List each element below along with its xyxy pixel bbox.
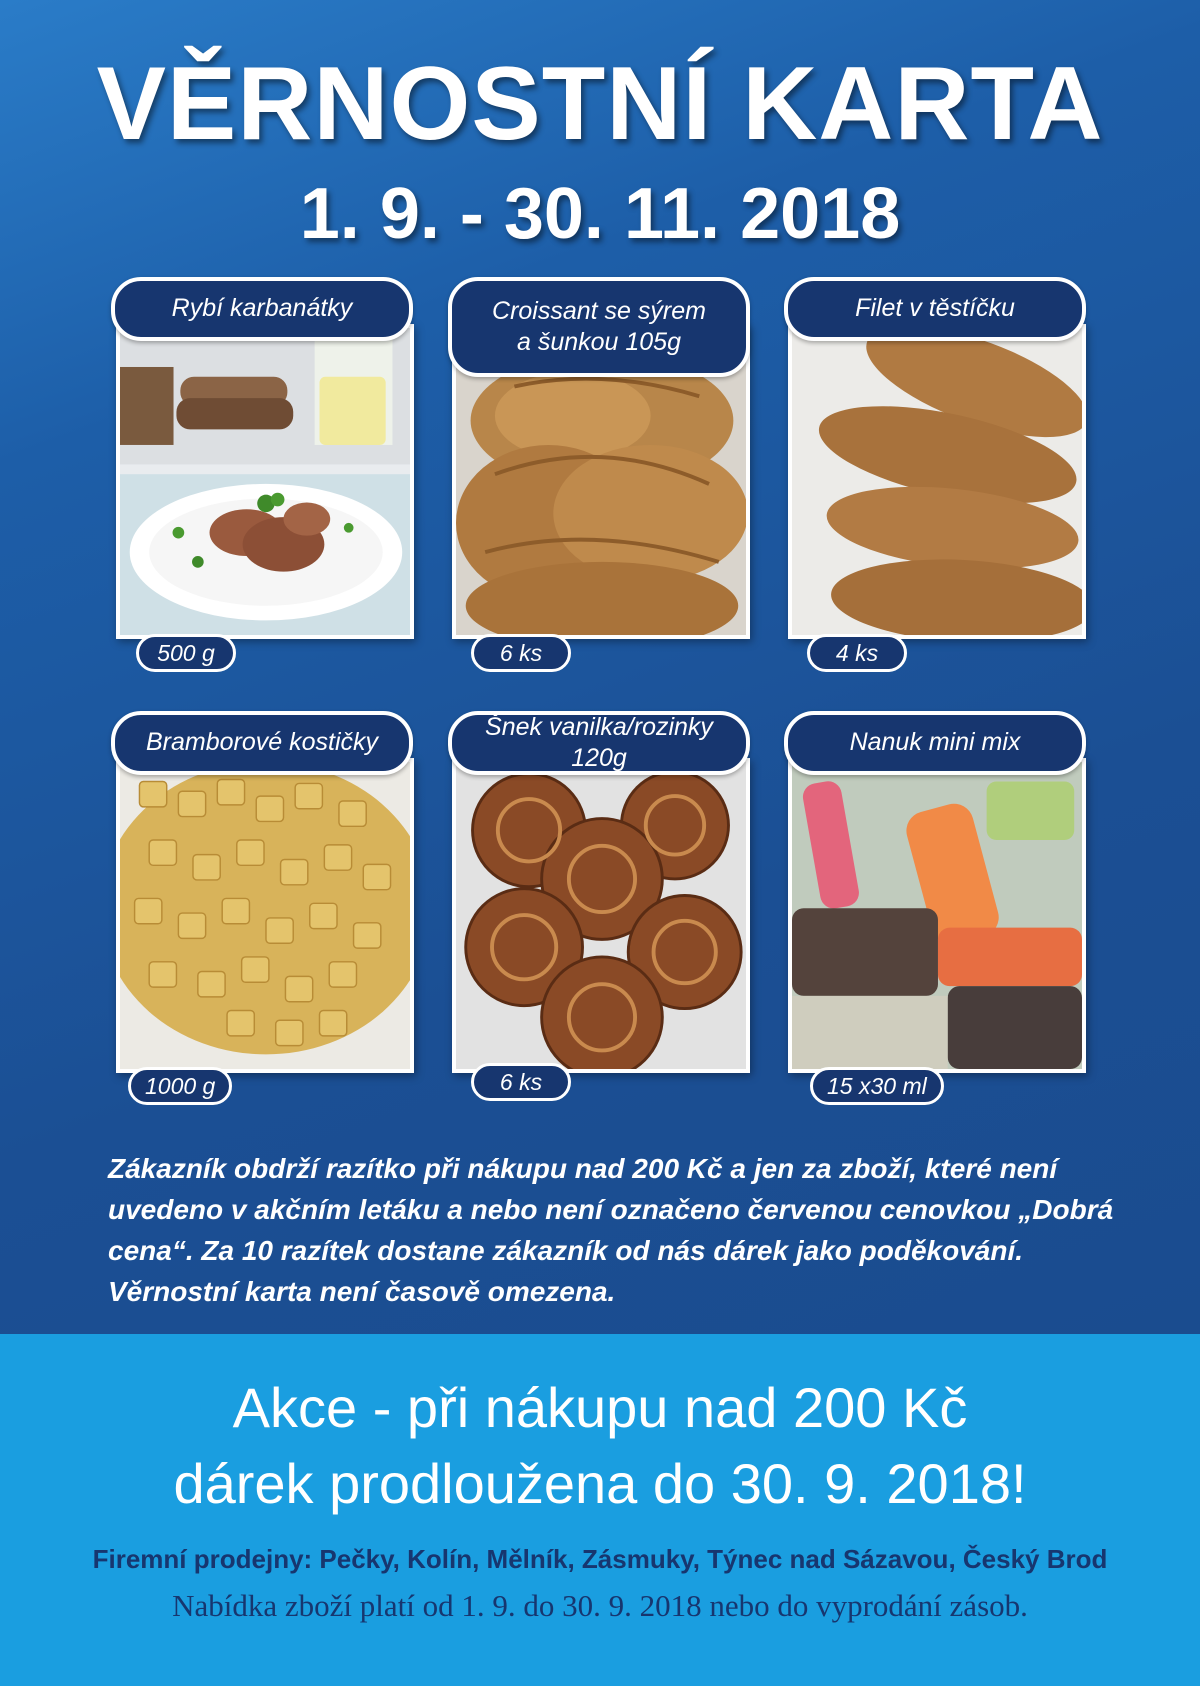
shops-list: Firemní prodejny: Pečky, Kolín, Mělník, Zásmuky, Týnec nad Sázavou, Český Brod [92, 1544, 1108, 1574]
ice-cream-mix-photo [792, 762, 1082, 1069]
product-label: Bramborové kostičky [111, 711, 413, 775]
fish-patties-photo [120, 328, 410, 635]
promo-text [0, 1370, 1200, 1522]
product-qty-badge: 6 ks [471, 1063, 571, 1101]
loyalty-terms-text: Zákazník obdrží razítko při nákupu nad 200 Kč a jen za zboží, které není uvedeno v akčním letáku a nebo není označeno červenou cenovkou „Dobrá cena“. Za 10 razítek dostane zákazník od nás dárek jako poděkování. Věrnostní karta není časově omezena. [108, 1153, 1114, 1307]
promo-line-1: Akce - při nákupu nad 200 Kč [232, 1376, 968, 1439]
battered-fillet-photo [792, 328, 1082, 635]
potato-cubes-photo [120, 762, 410, 1069]
product-card-potato-cubes [116, 758, 414, 1073]
product-label: Filet v těstíčku [784, 277, 1086, 341]
promo-line-2: dárek prodloužena do 30. 9. 2018! [173, 1452, 1027, 1515]
product-card-battered-fillet [788, 324, 1086, 639]
product-label: Šnek vanilka/rozinky 120g [448, 711, 750, 775]
promo-banner [0, 1334, 1200, 1686]
product-qty-badge: 15 x30 ml [810, 1067, 944, 1105]
product-card-ice-cream-mix [788, 758, 1086, 1073]
page-title: VĚRNOSTNÍ KARTA [96, 46, 1104, 162]
product-label: Rybí karbanátky [111, 277, 413, 341]
product-card-snail-pastry [452, 758, 750, 1073]
snail-pastry-photo [456, 762, 746, 1069]
product-qty-badge: 500 g [136, 634, 236, 672]
product-qty-badge: 6 ks [471, 634, 571, 672]
offer-validity: Nabídka zboží platí od 1. 9. do 30. 9. 2018 nebo do vyprodání zásob. [172, 1588, 1028, 1623]
product-qty-badge: 4 ks [807, 634, 907, 672]
product-label: Croissant se sýrem a šunkou 105g [448, 277, 750, 377]
product-qty-badge: 1000 g [128, 1067, 232, 1105]
product-card-fish-patties [116, 324, 414, 639]
product-label: Nanuk mini mix [784, 711, 1086, 775]
validity-dates: 1. 9. - 30. 11. 2018 [299, 174, 901, 254]
